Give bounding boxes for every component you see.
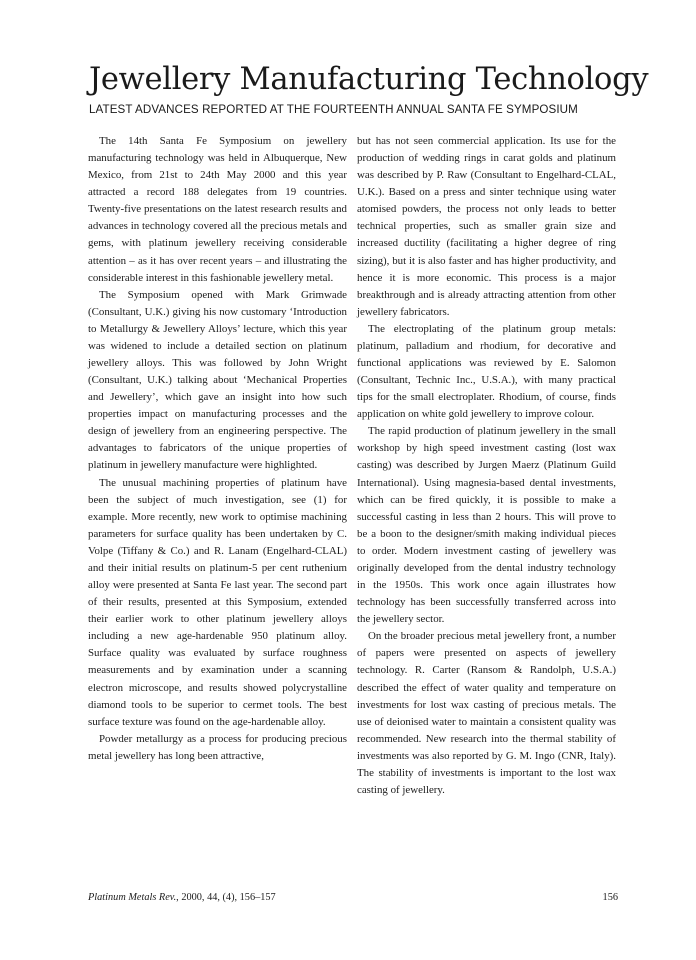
paragraph: On the broader precious metal jewellery front, a number of papers were presented on aspects of jewellery technology. R. Carter (Ransom & Randolph, U.S.A.) described the effect of water quality and temperature on investments for lost wax casting of precious metals. The use of deionised water to maintain a consistent quality was recommended. New research into the thermal stability of investments was also reported by G. M. Ingo (CNR, Italy). The stability of investments is important to the lost wax casting of jewellery. (357, 630, 616, 796)
paragraph: The rapid production of platinum jewellery in the small workshop by high speed investment casting (lost wax casting) was described by Jurgen Maerz (Platinum Guild International). Using magnesia-based dental investments, which can be fired quickly, it is possible to make a successful casting in less than 2 hours. This will prove to be a boon to the designer/smith making individual pieces to order. Modern investment casting of jewellery was originally developed from the dental industry technology in the 1950s. This work once again illustrates how technology has been successfully transferred across into the jewellery sector. (357, 425, 616, 626)
paragraph: The unusual machining properties of platinum have been the subject of much investigation, see (1) for example. More recently, new work to optimise machining parameters for surface quality has been undertaken by C. Volpe (Tiffany & Co.) and R. Lanam (Engelhard-CLAL) and their initial results on platinum-5 per cent ruthenium alloy were presented at Santa Fe last year. The second part of their results, presented at this Symposium, extended their earlier work to other platinum jewellery alloys including a new age-hardenable 950 platinum alloy. Surface quality was evaluated by surface roughness measurements and by examination under a scanning electron microscope, and results showed polycrystalline diamond tools to be superior to cermet tools. The best surface texture was found on the age-hardenable alloy. (88, 476, 347, 728)
page-number: 156 (602, 892, 618, 903)
paragraph: The Symposium opened with Mark Grimwade (Consultant, U.K.) giving his now customary ‘Introduction to Metallurgy & Jewellery Alloys’ lecture, which this year was widened to include a detailed section on platinum jewellery alloys. This was followed by John Wright (Consultant, U.K.) talking about ‘Mechanical Properties and Jewellery’, which gave an insight into how such properties impact on manufacturing processes and the design of jewellery from an engineering perspective. The advantages to fabricators of the unique properties of platinum in jewellery manufacture were highlighted. (88, 288, 347, 472)
page-footer (88, 891, 616, 905)
article-title: Jewellery Manufacturing Technology (89, 62, 649, 97)
paragraph-continued: but has not seen commercial application. Its use for the production of wedding rings in carat golds and platinum was described by P. Raw (Consultant to Engelhard-CLAL, U.K.). Based on a press and sinter technique using water atomised powders, the process not only leads to better technical properties, such as smaller grain size and increased ductility (facilitating a higher degree of ring sizing), but it is also faster and has higher productivity, and hence it is more economic. This process is a major breakthrough and is already attracting attention from other jewellery fabricators. (357, 135, 616, 318)
right-column (357, 133, 616, 799)
citation: , 2000, 44, (4), 156–157 (176, 892, 276, 903)
article-subtitle: LATEST ADVANCES REPORTED AT THE FOURTEENTH ANNUAL SANTA FE SYMPOSIUM (89, 103, 578, 116)
left-column (88, 133, 347, 765)
paragraph: The 14th Santa Fe Symposium on jewellery manufacturing technology was held in Albuquerque, New Mexico, from 21st to 24th May 2000 and this year attracted a record 188 delegates from 19 countries. Twenty-five presentations on the latest research results and advances in technology covered all the precious metals and gems, with platinum jewellery receiving considerable attention – as it has over recent years – and illustrating the considerable interest in this fashionable jewellery metal. (88, 135, 347, 284)
paragraph: The electroplating of the platinum group metals: platinum, palladium and rhodium, for decorative and functional applications was reviewed by E. Salomon (Consultant, Technic Inc., U.S.A.), with many practical tips for the small electroplater. Rhodium, of course, finds application on white gold jewellery to improve colour. (357, 322, 616, 421)
journal-name: Platinum Metals Rev. (88, 892, 177, 903)
paragraph: Powder metallurgy as a process for producing precious metal jewellery has long been attractive, (88, 732, 347, 762)
